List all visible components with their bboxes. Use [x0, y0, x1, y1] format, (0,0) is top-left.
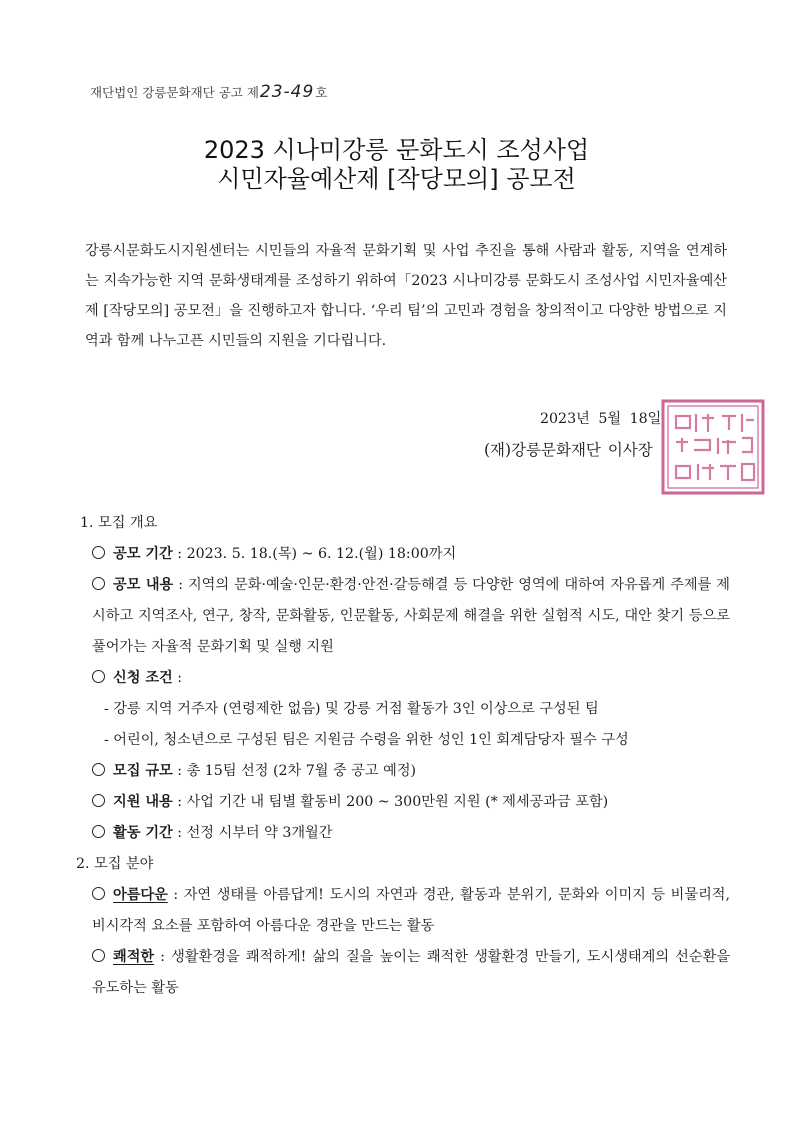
- circle-bullet-icon: [92, 546, 105, 559]
- circle-bullet-icon: [92, 887, 105, 900]
- item-activity: [80, 818, 730, 849]
- circle-bullet-icon: [92, 825, 105, 838]
- circle-bullet-icon: [92, 949, 105, 962]
- period-label: 공모 기간: [113, 546, 173, 562]
- official-seal-icon: [660, 398, 766, 496]
- condition-label: 신청 조건: [113, 670, 173, 686]
- notice-number: [90, 82, 327, 102]
- notice-date: 2023년 5월 18일: [540, 411, 662, 427]
- activity-value: : 선정 시부터 약 3개월간: [172, 825, 333, 841]
- beauty-value: : 자연 생태를 아름답게! 도시의 자연과 경관, 활동과 분위기, 문화와 이미지 등 비물리적, 비시각적 요소를 포함하여 아름다운 경관을 만드는 활동: [92, 887, 730, 934]
- section2-heading: 2. 모집 분야: [76, 856, 154, 872]
- pleasant-value: : 생활환경을 쾌적하게! 삶의 질을 높이는 쾌적한 생활환경 만들기, 도시생태계의 선순환을 유도하는 활동: [92, 949, 730, 996]
- section-recruitment-overview: [76, 508, 731, 1004]
- scale-value: : 총 15팀 선정 (2차 7월 중 공고 예정): [172, 763, 417, 779]
- beauty-label: 아름다운: [113, 887, 168, 903]
- support-label: 지원 내용: [113, 794, 173, 810]
- circle-bullet-icon: [92, 763, 105, 776]
- circle-bullet-icon: [92, 670, 105, 683]
- field-pleasant: [80, 942, 730, 1004]
- title-line-1: 2023 시나미강릉 문화도시 조성사업: [203, 136, 590, 164]
- support-value: : 사업 기간 내 팀별 활동비 200 ~ 300만원 지원 (* 제세공과금 포함): [172, 794, 609, 810]
- organization-name: (재)강릉문화재단 이사장: [484, 441, 653, 459]
- intro-paragraph: 강릉시문화도시지원센터는 시민들의 자율적 문화기획 및 사업 추진을 통해 사람과 활동, 지역을 연계하는 지속가능한 지역 문화생태계를 조성하기 위하여「2023 시나미강릉 문화도시 조성사업 시민자율예산제 [작당모의] 공모전」을 진행하고자 합니다. ‘우리 팀’의 고민과 경험을 창의적이고 다양한 방법으로 지역과 함께 나누고픈 시민들의 지원을 기다립니다.: [85, 243, 727, 349]
- item-support: [80, 787, 730, 818]
- item-content: [80, 570, 730, 663]
- scale-label: 모집 규모: [113, 763, 173, 779]
- content-label: 공모 내용: [113, 577, 174, 593]
- page-title: [0, 136, 793, 194]
- section1-heading: 1. 모집 개요: [80, 515, 158, 531]
- title-line-2: 시민자율예산제 [작당모의] 공모전: [217, 165, 576, 193]
- circle-bullet-icon: [92, 577, 105, 590]
- handwritten-number: 23-49: [259, 82, 315, 102]
- activity-label: 활동 기간: [113, 825, 173, 841]
- notice-prefix: 재단법인 강릉문화재단 공고 제: [90, 85, 259, 100]
- item-scale: [80, 756, 730, 787]
- circle-bullet-icon: [92, 794, 105, 807]
- content-value: : 지역의 문화·예술·인문·환경·안전·갈등해결 등 다양한 영역에 대하여 자유롭게 주제를 제시하고 지역조사, 연구, 창작, 문화활동, 인문활동, 사회문제 해결을 위한 실험적 시도, 대안 찾기 등으로 풀어가는 자율적 문화기획 및 실행 지원: [92, 577, 731, 655]
- condition-item-2: - 어린이, 청소년으로 구성된 팀은 지원금 수령을 위한 성인 1인 회계담당자 필수 구성: [104, 732, 629, 748]
- item-condition: [80, 663, 730, 694]
- field-beauty: [80, 880, 730, 942]
- pleasant-label: 쾌적한: [113, 949, 155, 965]
- condition-colon: :: [172, 670, 183, 686]
- notice-suffix: 호: [315, 85, 328, 100]
- period-value: : 2023. 5. 18.(목) ~ 6. 12.(월) 18:00까지: [172, 546, 457, 562]
- item-period: [80, 539, 730, 570]
- condition-item-1: - 강릉 지역 거주자 (연령제한 없음) 및 강릉 거점 활동가 3인 이상으로 구성된 팀: [104, 701, 599, 717]
